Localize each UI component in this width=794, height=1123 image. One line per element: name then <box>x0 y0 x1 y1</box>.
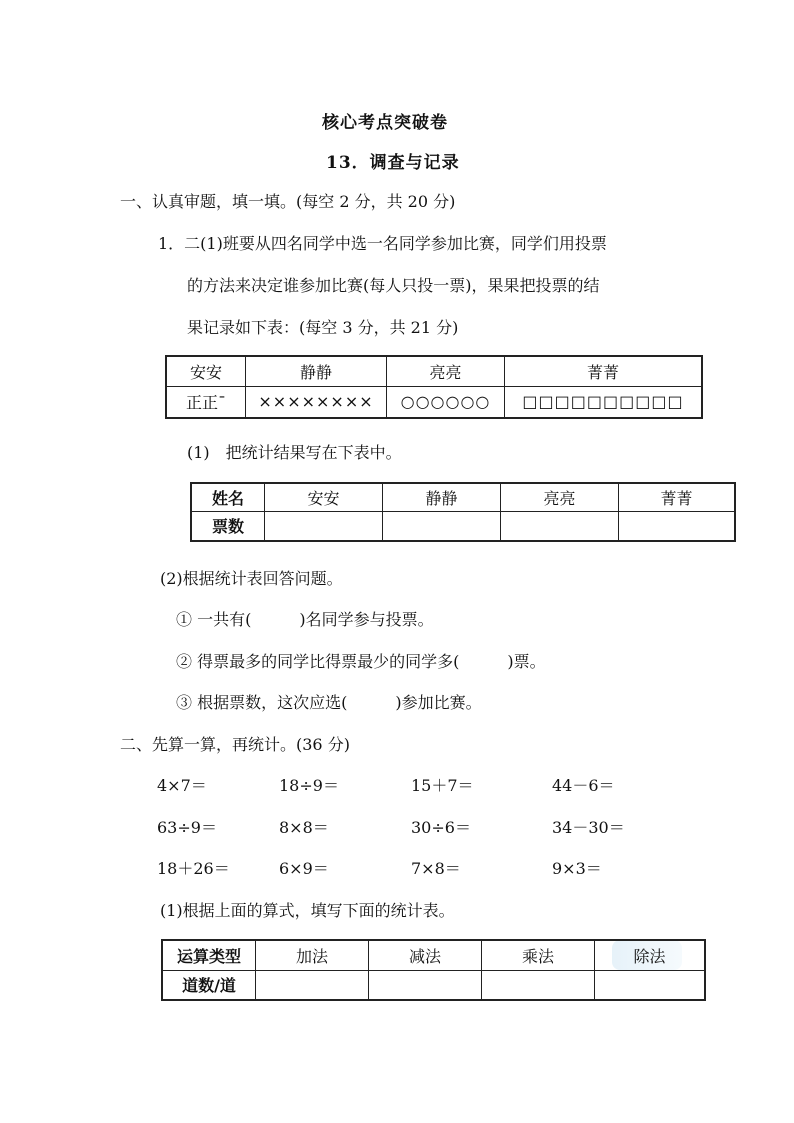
vote-name-cell: 菁菁 <box>505 356 703 386</box>
vote-record-cell: 正正¯ <box>166 386 246 418</box>
sub-question-1: (1) 把统计结果写在下表中。 <box>187 443 402 462</box>
type-blank-cell[interactable] <box>369 970 482 1000</box>
section2-heading: 二、先算一算，再统计。(36 分) <box>120 735 350 754</box>
type-name-cell: 除法 <box>595 940 706 970</box>
calc-item: 4×7＝ <box>157 776 207 795</box>
count-name-cell: 菁菁 <box>619 483 736 511</box>
count-header-votes: 票数 <box>191 511 265 541</box>
section2-sub-question: (1)根据上面的算式，填写下面的统计表。 <box>160 901 455 920</box>
count-blank-cell[interactable] <box>501 511 619 541</box>
count-blank-cell[interactable] <box>383 511 501 541</box>
page-title: 核心考点突破卷 <box>322 113 448 133</box>
count-row-header: 道数/道 <box>162 970 256 1000</box>
question-item: ② 得票最多的同学比得票最少的同学多( )票。 <box>176 652 546 671</box>
type-name-cell: 减法 <box>369 940 482 970</box>
calc-item: 6×9＝ <box>279 859 329 878</box>
question-item: ① 一共有( )名同学参与投票。 <box>176 610 434 629</box>
question-item: ③ 根据票数，这次应选( )参加比赛。 <box>176 693 482 712</box>
type-name-cell: 乘法 <box>482 940 595 970</box>
q1-line-3: 果记录如下表：(每空 3 分，共 21 分) <box>187 318 459 337</box>
vote-count-table <box>190 482 736 542</box>
calc-item: 63÷9＝ <box>157 818 217 837</box>
page-subtitle: 13．调查与记录 <box>326 153 460 173</box>
sub-question-2: (2)根据统计表回答问题。 <box>160 569 343 588</box>
calc-item: 34－30＝ <box>552 818 625 837</box>
vote-record-cell: □□□□□□□□□□ <box>505 386 703 418</box>
vote-name-cell: 静静 <box>246 356 387 386</box>
count-header-name: 姓名 <box>191 483 265 511</box>
calc-item: 44－6＝ <box>552 776 615 795</box>
section1-heading: 一、认真审题，填一填。(每空 2 分，共 20 分) <box>120 192 456 211</box>
type-blank-cell[interactable] <box>595 970 706 1000</box>
type-name-cell: 加法 <box>256 940 369 970</box>
count-name-cell: 静静 <box>383 483 501 511</box>
calc-item: 18÷9＝ <box>279 776 339 795</box>
vote-record-table <box>165 355 703 419</box>
calc-item: 15＋7＝ <box>411 776 474 795</box>
q1-line-2: 的方法来决定谁参加比赛(每人只投一票)，果果把投票的结 <box>187 276 600 295</box>
vote-name-cell: 安安 <box>166 356 246 386</box>
type-blank-cell[interactable] <box>482 970 595 1000</box>
calc-item: 30÷6＝ <box>411 818 471 837</box>
vote-name-cell: 亮亮 <box>387 356 505 386</box>
calc-item: 7×8＝ <box>411 859 461 878</box>
type-header: 运算类型 <box>162 940 256 970</box>
operation-type-table <box>161 939 706 1001</box>
calc-item: 8×8＝ <box>279 818 329 837</box>
count-blank-cell[interactable] <box>619 511 736 541</box>
count-blank-cell[interactable] <box>265 511 383 541</box>
q1-line-1: 1．二(1)班要从四名同学中选一名同学参加比赛，同学们用投票 <box>158 234 607 253</box>
type-blank-cell[interactable] <box>256 970 369 1000</box>
vote-record-cell: ○○○○○○ <box>387 386 505 418</box>
calc-item: 18＋26＝ <box>157 859 230 878</box>
calc-item: 9×3＝ <box>552 859 602 878</box>
vote-record-cell: ×××××××× <box>246 386 387 418</box>
count-name-cell: 安安 <box>265 483 383 511</box>
count-name-cell: 亮亮 <box>501 483 619 511</box>
